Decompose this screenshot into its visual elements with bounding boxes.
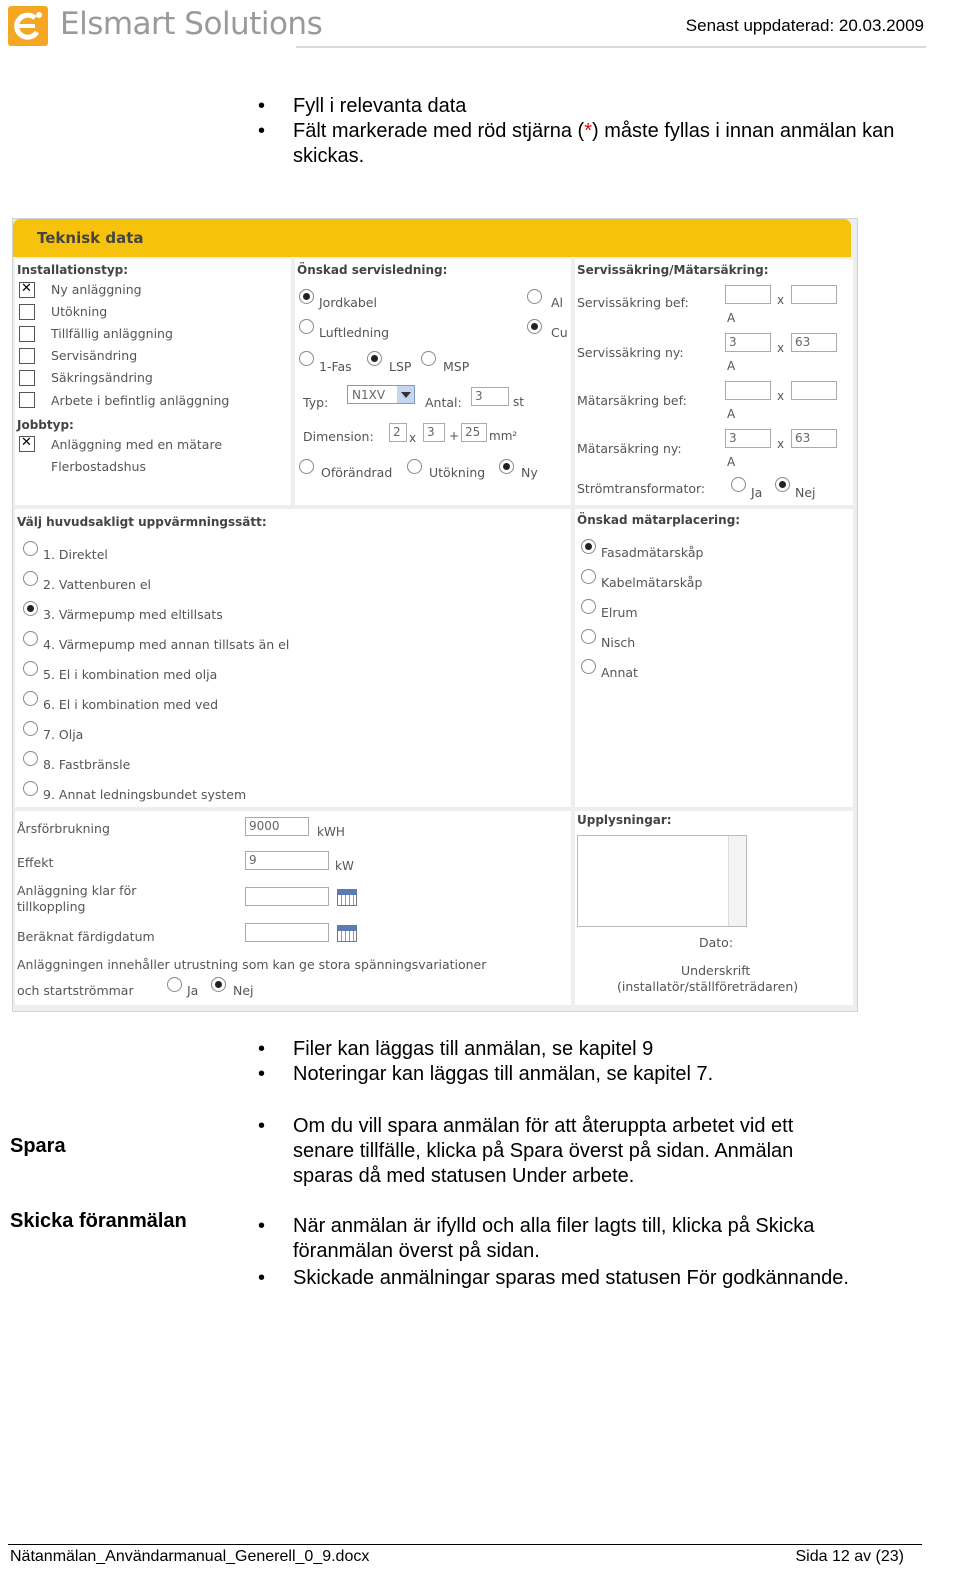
checkbox-tillfallig[interactable] [19, 326, 35, 342]
list-item: • Noteringar kan läggas till anmälan, se kapitel 7. [258, 1062, 918, 1087]
option-label: 4. Värmepump med annan tillsats än el [43, 637, 290, 652]
antal-input[interactable]: 3 [471, 387, 509, 406]
matarplacering-section [575, 509, 853, 807]
option-label: 1. Direktel [43, 547, 108, 562]
radio-fasadmatarskap[interactable] [581, 539, 596, 554]
option-label: Nej [795, 485, 816, 500]
arsforbrukning-label: Årsförbrukning [17, 821, 110, 836]
dimension-a-input[interactable]: 2 [389, 423, 407, 442]
times-x: x [777, 389, 785, 403]
option-label: Servisändring [51, 348, 138, 363]
fardig-date-input[interactable] [245, 923, 329, 942]
scrollbar[interactable] [728, 836, 746, 926]
list-item: • Skickade anmälningar sparas med statusen För godkännande. [258, 1266, 908, 1291]
option-label: Nisch [601, 635, 636, 650]
radio-annat[interactable] [581, 659, 596, 674]
dato-label: Dato: [699, 935, 734, 950]
calendar-icon[interactable] [337, 889, 357, 906]
radio-strom-nej[interactable] [775, 477, 790, 492]
checkbox-en-matare[interactable] [19, 436, 35, 452]
installation-section [15, 259, 291, 505]
upplysningar-label: Upplysningar: [577, 813, 672, 827]
option-label: Flerbostadshus [51, 459, 146, 474]
option-label: Anläggning med en mätare [51, 437, 223, 452]
option-label: 7. Olja [43, 727, 84, 742]
row-label: Servissäkring ny: [577, 345, 684, 360]
klar-label: Anläggning klar för [17, 883, 137, 898]
option-label: Utökning [51, 304, 108, 319]
option-label: Elrum [601, 605, 638, 620]
upplysningar-section [575, 811, 853, 1005]
uppvarmning-section [15, 509, 571, 807]
radio-luftledning[interactable] [299, 319, 314, 334]
kwh-unit: kWH [317, 825, 345, 839]
option-label: Luftledning [319, 325, 390, 340]
radio-utokning-servis[interactable] [407, 459, 422, 474]
servis-ny-a-input[interactable]: 3 [725, 333, 771, 352]
option-label: Arbete i befintlig anläggning [51, 393, 230, 408]
radio-cu[interactable] [527, 319, 542, 334]
list-item: • Fält markerade med röd stjärna (*) måste fyllas i innan anmälan kan skickas. [258, 119, 918, 169]
radio-msp[interactable] [421, 351, 436, 366]
uppvarmning-label: Välj huvudsakligt uppvärmningssätt: [17, 515, 267, 529]
option-label: Al [551, 295, 564, 310]
radio-ny[interactable] [499, 459, 514, 474]
effekt-input[interactable]: 9 [245, 851, 329, 870]
radio-heating-6[interactable] [23, 691, 38, 706]
option-label: 5. El i kombination med olja [43, 667, 218, 682]
matar-ny-b-input[interactable]: 63 [791, 429, 837, 448]
option-label: 3. Värmepump med eltillsats [43, 607, 223, 622]
antal-label: Antal: [425, 395, 462, 410]
times-x: x [777, 437, 785, 451]
radio-1fas[interactable] [299, 351, 314, 366]
klar-label: tillkoppling [17, 899, 86, 914]
matar-bef-b-input[interactable] [791, 381, 837, 400]
fardigdatum-label: Beräknat färdigdatum [17, 929, 155, 944]
typ-select[interactable]: N1XV [347, 385, 415, 404]
panel-title: Teknisk data [37, 229, 144, 247]
utrustning-label: Anläggningen innehåller utrustning som kan ge stora spänningsvariationer [17, 957, 487, 972]
option-label: Ja [187, 983, 199, 998]
radio-heating-7[interactable] [23, 721, 38, 736]
radio-heating-5[interactable] [23, 661, 38, 676]
typ-label: Typ: [303, 395, 329, 410]
footer-filename: Nätanmälan_Användarmanual_Generell_0_9.docx [10, 1548, 370, 1565]
spara-heading: Spara [10, 1135, 66, 1157]
option-label: Kabelmätarskåp [601, 575, 703, 590]
radio-utrustning-nej[interactable] [211, 977, 226, 992]
teknisk-data-screenshot [12, 218, 858, 1012]
unit-a: A [727, 455, 736, 469]
servissakring-label: Servissäkring/Mätarsäkring: [577, 263, 769, 277]
checkbox-utokning[interactable] [19, 304, 35, 320]
spara-list [258, 1114, 858, 1189]
option-label: 9. Annat ledningsbundet system [43, 787, 247, 802]
servis-bef-b-input[interactable] [791, 285, 837, 304]
matarplacering-label: Önskad mätarplacering: [577, 513, 741, 527]
option-label: Säkringsändring [51, 370, 153, 385]
servis-bef-a-input[interactable] [725, 285, 771, 304]
footer-divider [8, 1544, 922, 1545]
option-label: Nej [233, 983, 254, 998]
installation-label: Installationstyp: [17, 263, 129, 277]
servisledning-section [295, 259, 571, 505]
dimension-plus: + [449, 429, 460, 443]
radio-heating-9[interactable] [23, 781, 38, 796]
servisledning-label: Önskad servisledning: [297, 263, 448, 277]
radio-kabelmatarskap[interactable] [581, 569, 596, 584]
radio-elrum[interactable] [581, 599, 596, 614]
dimension-b-input[interactable]: 3 [423, 423, 445, 442]
checkbox-servisandring[interactable] [19, 348, 35, 364]
dimension-x: x [409, 431, 417, 445]
option-label: 6. El i kombination med ved [43, 697, 219, 712]
installator-label: (installatör/ställföreträdaren) [617, 979, 799, 994]
skicka-heading: Skicka föranmälan [10, 1210, 187, 1232]
arsforbrukning-input[interactable]: 9000 [245, 817, 309, 836]
list-item: • Filer kan läggas till anmälan, se kapitel 9 [258, 1037, 918, 1062]
calendar-icon[interactable] [337, 925, 357, 942]
option-label: Annat [601, 665, 638, 680]
jobbtyp-label: Jobbtyp: [17, 418, 74, 432]
unit-a: A [727, 311, 736, 325]
option-label: LSP [389, 359, 412, 374]
servis-ny-b-input[interactable]: 63 [791, 333, 837, 352]
radio-al[interactable] [527, 289, 542, 304]
checkbox-ny-anlaggning[interactable] [19, 282, 35, 298]
option-label: Ja [751, 485, 763, 500]
klar-date-input[interactable] [245, 887, 329, 906]
skicka-list [258, 1214, 908, 1291]
row-label: Mätarsäkring ny: [577, 441, 682, 456]
checkbox-sakringsandring[interactable] [19, 370, 35, 386]
panel-title-bar [13, 219, 851, 257]
list-item: • När anmälan är ifylld och alla filer lagts till, klicka på Skicka föranmälan överst på sidan. [258, 1214, 908, 1264]
list-item: • Om du vill spara anmälan för att återuppta arbetet vid ett senare tillfälle, klicka på Spara överst på sidan. Anmälan sparas då med statusen Under arbete. [258, 1114, 858, 1189]
option-label: Jordkabel [319, 295, 377, 310]
brand-name: Elsmart Solutions [60, 6, 323, 42]
header-divider [296, 46, 926, 48]
option-label: Cu [551, 325, 568, 340]
row-label: Mätarsäkring bef: [577, 393, 687, 408]
upplysningar-textarea[interactable] [577, 835, 747, 927]
radio-utrustning-ja[interactable] [167, 977, 182, 992]
option-label: 2. Vattenburen el [43, 577, 152, 592]
underskrift-label: Underskrift [681, 963, 751, 978]
servissakring-section [575, 259, 853, 505]
utrustning-label: och startströmmar [17, 983, 134, 998]
strom-label: Strömtransformator: [577, 481, 706, 496]
checkbox-befintlig[interactable] [19, 392, 35, 408]
antal-unit: st [513, 395, 524, 409]
intro-list [258, 94, 918, 169]
dimension-unit: mm² [489, 429, 518, 443]
radio-nisch[interactable] [581, 629, 596, 644]
effekt-label: Effekt [17, 855, 54, 870]
radio-heating-1[interactable] [23, 541, 38, 556]
kw-unit: kW [335, 859, 354, 873]
required-star: * [584, 120, 593, 142]
option-label: 8. Fastbränsle [43, 757, 131, 772]
radio-heating-3[interactable] [23, 601, 38, 616]
row-label: Servissäkring bef: [577, 295, 689, 310]
matar-bef-a-input[interactable] [725, 381, 771, 400]
dimension-c-input[interactable]: 25 [461, 423, 487, 442]
option-label: 1-Fas [319, 359, 352, 374]
list-item: • Fyll i relevanta data [258, 94, 918, 119]
forbrukning-section [15, 811, 571, 1005]
matar-ny-a-input[interactable]: 3 [725, 429, 771, 448]
radio-lsp[interactable] [367, 351, 382, 366]
unit-a: A [727, 407, 736, 421]
option-label: Ny anläggning [51, 282, 142, 297]
radio-strom-ja[interactable] [731, 477, 746, 492]
dimension-label: Dimension: [303, 429, 374, 444]
times-x: x [777, 341, 785, 355]
radio-oforandrad[interactable] [299, 459, 314, 474]
times-x: x [777, 293, 785, 307]
footer-page: Sida 12 av (23) [795, 1548, 904, 1565]
radio-heating-4[interactable] [23, 631, 38, 646]
option-label: Tillfällig anläggning [51, 326, 173, 341]
option-label: Utökning [429, 465, 486, 480]
middle-list [258, 1037, 918, 1087]
updated-date: Senast uppdaterad: 20.03.2009 [685, 16, 924, 35]
unit-a: A [727, 359, 736, 373]
chevron-down-icon [397, 386, 414, 403]
logo-icon [8, 6, 48, 46]
radio-jordkabel[interactable] [299, 289, 314, 304]
radio-heating-8[interactable] [23, 751, 38, 766]
option-label: Fasadmätarskåp [601, 545, 704, 560]
option-label: MSP [443, 359, 470, 374]
option-label: Oförändrad [321, 465, 393, 480]
option-label: Ny [521, 465, 538, 480]
radio-heating-2[interactable] [23, 571, 38, 586]
